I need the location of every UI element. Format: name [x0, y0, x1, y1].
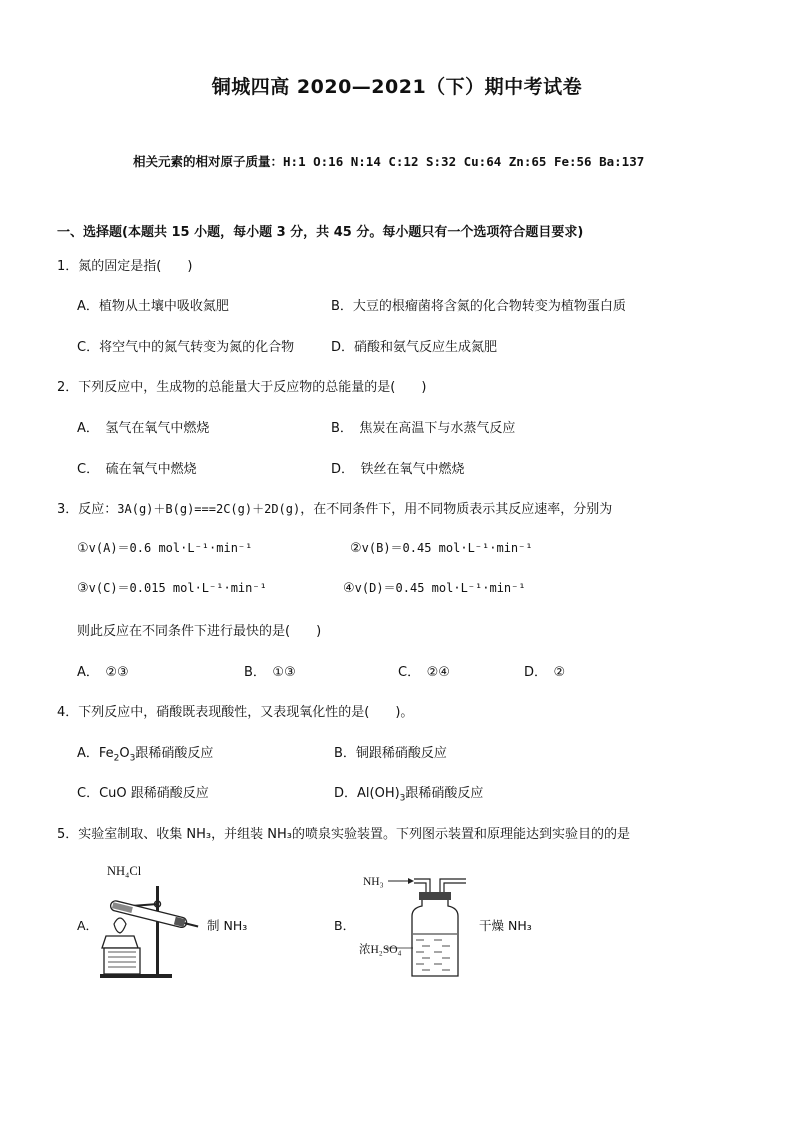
q5-b-caption: 干燥 NH₃	[479, 918, 532, 933]
gas-washing-bottle-diagram	[386, 872, 476, 982]
q3-rate-1	[77, 539, 252, 556]
q5-b-gas-label: NH₃	[363, 876, 384, 888]
q4-option-a-suffix: 跟稀硝酸反应	[135, 746, 214, 761]
q5-option-b-letter[interactable]: B．	[334, 918, 356, 933]
q1-option-d[interactable]: D．硝酸和氨气反应生成氮肥	[331, 340, 498, 355]
q4-option-b[interactable]: B．铜跟稀硝酸反应	[334, 746, 447, 761]
q3-rate-2-value: v(B)＝0.45 mol·L⁻¹·min⁻¹	[361, 541, 533, 555]
q4-option-a[interactable]: A．$Fe_2O_3$跟稀硝酸反应	[77, 746, 214, 764]
q3-option-b[interactable]: B． ①③	[244, 665, 296, 680]
q3-rate-4-value: v(D)＝0.45 mol·L⁻¹·min⁻¹	[354, 581, 526, 595]
q5-a-reagent-label: NH₄Cl	[107, 864, 142, 878]
q3-option-a[interactable]: A． ②③	[77, 665, 129, 680]
q4-option-c[interactable]: C．CuO 跟稀硝酸反应	[77, 786, 209, 801]
flame	[114, 918, 126, 933]
q2-option-a[interactable]: A． 氢气在氧气中燃烧	[77, 421, 210, 436]
q4-stem: 4．下列反应中，硝酸既表现酸性，又表现氧化性的是( )。	[57, 705, 414, 720]
q2-option-d[interactable]: D． 铁丝在氧气中燃烧	[331, 462, 465, 477]
q3-rate-1-marker: ①	[77, 541, 89, 556]
q3-option-d[interactable]: D． ②	[524, 665, 566, 680]
q1-option-a[interactable]: A．植物从土壤中吸收氮肥	[77, 299, 229, 314]
q5-stem: 5．实验室制取、收集 NH₃，并组装 NH₃的喷泉实验装置。下列图示装置和原理能达到实验目的的是	[57, 827, 630, 842]
q3-stem-suffix: ，在不同条件下，用不同物质表示其反应速率，分别为	[300, 502, 613, 517]
burner-top	[102, 936, 138, 948]
bottle-stopper	[419, 892, 451, 900]
q5-b-reagent-label: 浓H₂SO₄	[359, 944, 402, 956]
q3-rate-3	[77, 579, 267, 596]
atomic-masses-label: 相关元素的相对原子质量：	[133, 154, 284, 169]
stand-rod	[156, 886, 159, 976]
q1-option-b[interactable]: B．大豆的根瘤菌将含氮的化合物转变为植物蛋白质	[331, 299, 626, 314]
q3-equation: 3A(g)＋B(g)===2C(g)＋2D(g)	[117, 502, 301, 516]
q2-option-b[interactable]: B． 焦炭在高温下与水蒸气反应	[331, 421, 516, 436]
q3-ask: 则此反应在不同条件下进行最快的是( )	[77, 624, 322, 639]
q4-option-d[interactable]: D．$Al(OH)_3$跟稀硝酸反应	[334, 786, 484, 804]
q3-option-c[interactable]: C． ②④	[398, 665, 450, 680]
q2-option-c[interactable]: C． 硫在氧气中燃烧	[77, 462, 197, 477]
q3-rate-3-value: v(C)＝0.015 mol·L⁻¹·min⁻¹	[88, 581, 267, 595]
q4-option-d-suffix: 跟稀硝酸反应	[405, 786, 484, 801]
q4-option-d-prefix: D．Al(OH)	[334, 786, 400, 801]
q2-stem: 2．下列反应中，生成物的总能量大于反应物的总能量的是( )	[57, 380, 427, 395]
page-title: 铜城四高 2020—2021（下）期中考试卷	[211, 76, 583, 98]
q1-stem: 1．氮的固定是指( )	[57, 259, 193, 274]
q3-rate-3-marker: ③	[77, 581, 89, 596]
atomic-masses-values: H:1 O:16 N:14 C:12 S:32 Cu:64 Zn:65 Fe:56 Ba:137	[283, 154, 645, 169]
q5-a-caption: 制 NH₃	[207, 918, 248, 933]
q4-option-a-prefix: A．Fe	[77, 746, 114, 761]
q1-option-c[interactable]: C．将空气中的氮气转变为氮的化合物	[77, 340, 295, 355]
q3-rate-2-marker: ②	[350, 541, 362, 556]
q3-stem	[57, 498, 612, 517]
q3-stem-prefix: 3．反应：	[57, 502, 118, 517]
atomic-masses	[133, 152, 644, 170]
q5-option-a-letter[interactable]: A．	[77, 918, 99, 933]
heating-apparatus-diagram	[96, 876, 200, 980]
section-heading: 一、选择题(本题共 15 小题，每小题 3 分，共 45 分。每小题只有一个选项符合题目要求)	[57, 225, 584, 240]
q3-rate-4-marker: ④	[343, 581, 355, 596]
q3-rate-4	[343, 579, 526, 596]
q3-rate-2	[350, 539, 533, 556]
q3-rate-1-value: v(A)＝0.6 mol·L⁻¹·min⁻¹	[88, 541, 253, 555]
